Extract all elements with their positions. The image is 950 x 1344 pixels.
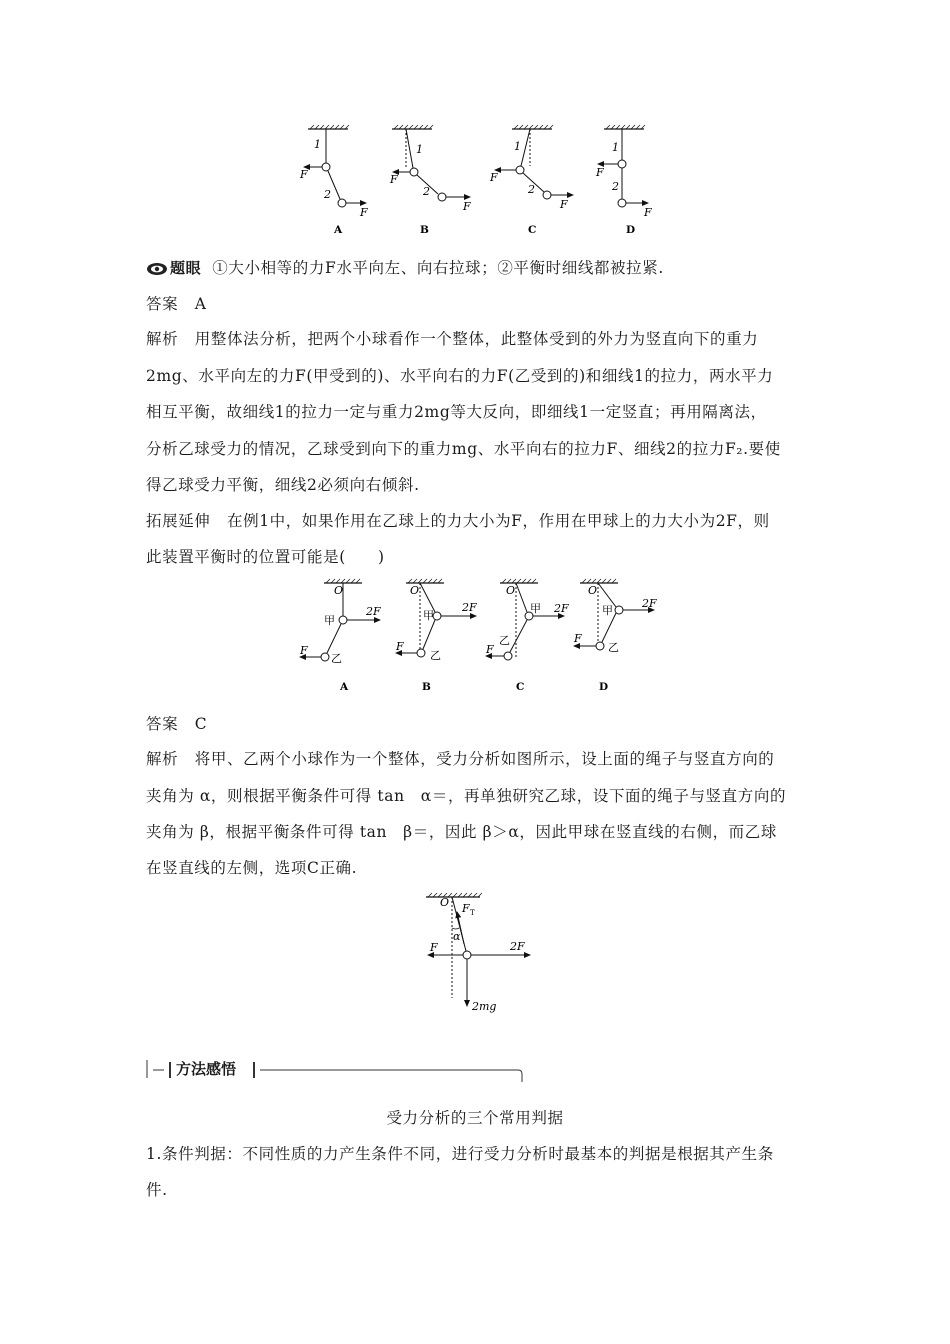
- caption-b: B: [420, 224, 429, 236]
- caption-a: A: [340, 681, 349, 693]
- svg-text:甲: 甲: [602, 604, 613, 617]
- svg-text:O: O: [588, 584, 598, 597]
- method-item-1-line-1: 1.条件判据：不同性质的力产生条件不同，进行受力分析时最基本的判据是根据其产生条: [146, 1145, 774, 1163]
- svg-text:1: 1: [416, 143, 423, 156]
- figure-2-option-b: [395, 579, 477, 693]
- svg-text:F: F: [390, 173, 398, 186]
- analysis-1-line-3: 相互平衡，故细线1的拉力一定与重力2mg等大反向，即细线1一定竖直；再用隔离法，: [146, 403, 767, 421]
- eye-icon: [146, 262, 168, 276]
- figure-1-option-c: [489, 125, 573, 236]
- analysis-2-line-3: 夹角为 β，根据平衡条件可得 tan β＝，因此 β＞α，因此甲球在竖直线的右侧，而乙球: [146, 823, 777, 841]
- figure-2-option-c: [485, 579, 569, 693]
- svg-text:乙: 乙: [608, 641, 619, 654]
- svg-text:F: F: [462, 902, 470, 915]
- svg-text:乙: 乙: [430, 649, 441, 662]
- svg-text:F: F: [300, 644, 308, 657]
- svg-text:2: 2: [612, 180, 619, 193]
- figure-1-option-a: [299, 125, 368, 236]
- answer-label: 答案: [146, 295, 179, 313]
- svg-text:O: O: [410, 584, 420, 597]
- svg-text:F: F: [486, 643, 494, 656]
- svg-text:甲: 甲: [324, 614, 335, 627]
- answer-2: [146, 712, 207, 734]
- svg-text:2F: 2F: [554, 602, 569, 615]
- line-1-label: 1: [314, 138, 321, 151]
- caption-d: D: [626, 224, 636, 236]
- figure-2-option-a: [299, 579, 381, 693]
- method-title: 方法感悟: [176, 1060, 237, 1078]
- tiyan-text: ①大小相等的力F水平向左、向右拉球；②平衡时细线都被拉紧.: [212, 259, 664, 277]
- svg-text:2F: 2F: [366, 605, 381, 618]
- caption-d: D: [599, 681, 609, 693]
- svg-text:F: F: [463, 200, 471, 213]
- analysis-2-line-2: 夹角为 α，则根据平衡条件可得 tan α＝，再单独研究乙球，设下面的绳子与竖直方向的: [146, 787, 787, 805]
- analysis-1-line-5: 得乙球受力平衡，细线2必须向右倾斜.: [146, 476, 420, 494]
- svg-text:F: F: [574, 632, 582, 645]
- extension-line-1: 拓展延伸 在例1中，如果作用在乙球上的力大小为F，作用在甲球上的力大小为2F，则: [146, 512, 770, 530]
- svg-text:乙: 乙: [499, 634, 510, 647]
- answer-value: C: [194, 715, 208, 733]
- figure-2-option-d: [573, 579, 657, 693]
- figure-2-pendulums: [292, 574, 672, 698]
- answer-label: 答案: [146, 715, 179, 733]
- svg-text:F: F: [396, 640, 404, 653]
- caption-a: A: [334, 224, 343, 236]
- method-subtitle: 受力分析的三个常用判据: [386, 1109, 564, 1127]
- svg-text:1: 1: [514, 140, 521, 153]
- analysis-2-line-4: 在竖直线的左侧，选项C正确.: [146, 859, 358, 877]
- extension-line-2: 此装置平衡时的位置可能是( ): [146, 548, 385, 566]
- svg-text:F: F: [490, 171, 498, 184]
- figure-1-option-b: [389, 125, 471, 236]
- figure-1-option-d: [595, 125, 652, 236]
- svg-text:甲: 甲: [423, 609, 434, 622]
- analysis-2-line-1: 解析 将甲、乙两个小球作为一个整体，受力分析如图所示，设上面的绳子与竖直方向的: [146, 750, 775, 768]
- caption-c: C: [516, 681, 525, 693]
- svg-text:F: F: [430, 941, 438, 954]
- force-label: F: [300, 168, 308, 181]
- tiyan-tag: 题眼: [170, 259, 202, 277]
- analysis-label: 解析: [146, 750, 179, 768]
- svg-text:2F: 2F: [510, 940, 525, 953]
- svg-text:F: F: [596, 166, 604, 179]
- line-2-label: 2: [324, 188, 331, 201]
- analysis-1-line-2: 2mg、水平向左的力F(甲受到的)、水平向右的力F(乙受到的)和细线1的拉力，两水平力: [146, 367, 774, 385]
- svg-text:2F: 2F: [462, 601, 477, 614]
- analysis-label: 解析: [146, 330, 179, 348]
- svg-text:2: 2: [423, 185, 430, 198]
- tiyan-line: [146, 256, 664, 278]
- svg-text:O: O: [440, 896, 450, 909]
- svg-text:1: 1: [612, 141, 619, 154]
- svg-text:T: T: [470, 909, 475, 917]
- svg-text:2: 2: [528, 183, 535, 196]
- svg-text:乙: 乙: [331, 652, 342, 665]
- svg-text:F: F: [644, 206, 652, 219]
- method-item-1-line-2: 件.: [146, 1181, 168, 1199]
- extension-label: 拓展延伸: [146, 512, 211, 530]
- figure-1-pendulums: [290, 120, 670, 240]
- analysis-1-line-1: 解析 用整体法分析，把两个小球看作一个整体，此整体受到的外力为竖直向下的重力: [146, 330, 759, 348]
- svg-text:甲: 甲: [530, 602, 541, 615]
- answer-value: A: [194, 295, 207, 313]
- svg-text:O: O: [506, 584, 516, 597]
- svg-text:O: O: [334, 584, 344, 597]
- svg-text:2F: 2F: [642, 597, 657, 610]
- force-label: F: [360, 206, 368, 219]
- svg-text:α: α: [453, 930, 461, 943]
- answer-1: [146, 292, 207, 314]
- svg-text:F: F: [560, 198, 568, 211]
- caption-b: B: [422, 681, 431, 693]
- caption-c: C: [528, 224, 537, 236]
- figure-3-force-diagram: [420, 888, 540, 1016]
- analysis-1-line-4: 分析乙球受力的情况，乙球受到向下的重力mg、水平向右的拉力F、细线2的拉力F₂.要使: [146, 440, 781, 458]
- svg-text:2mg: 2mg: [472, 1000, 497, 1013]
